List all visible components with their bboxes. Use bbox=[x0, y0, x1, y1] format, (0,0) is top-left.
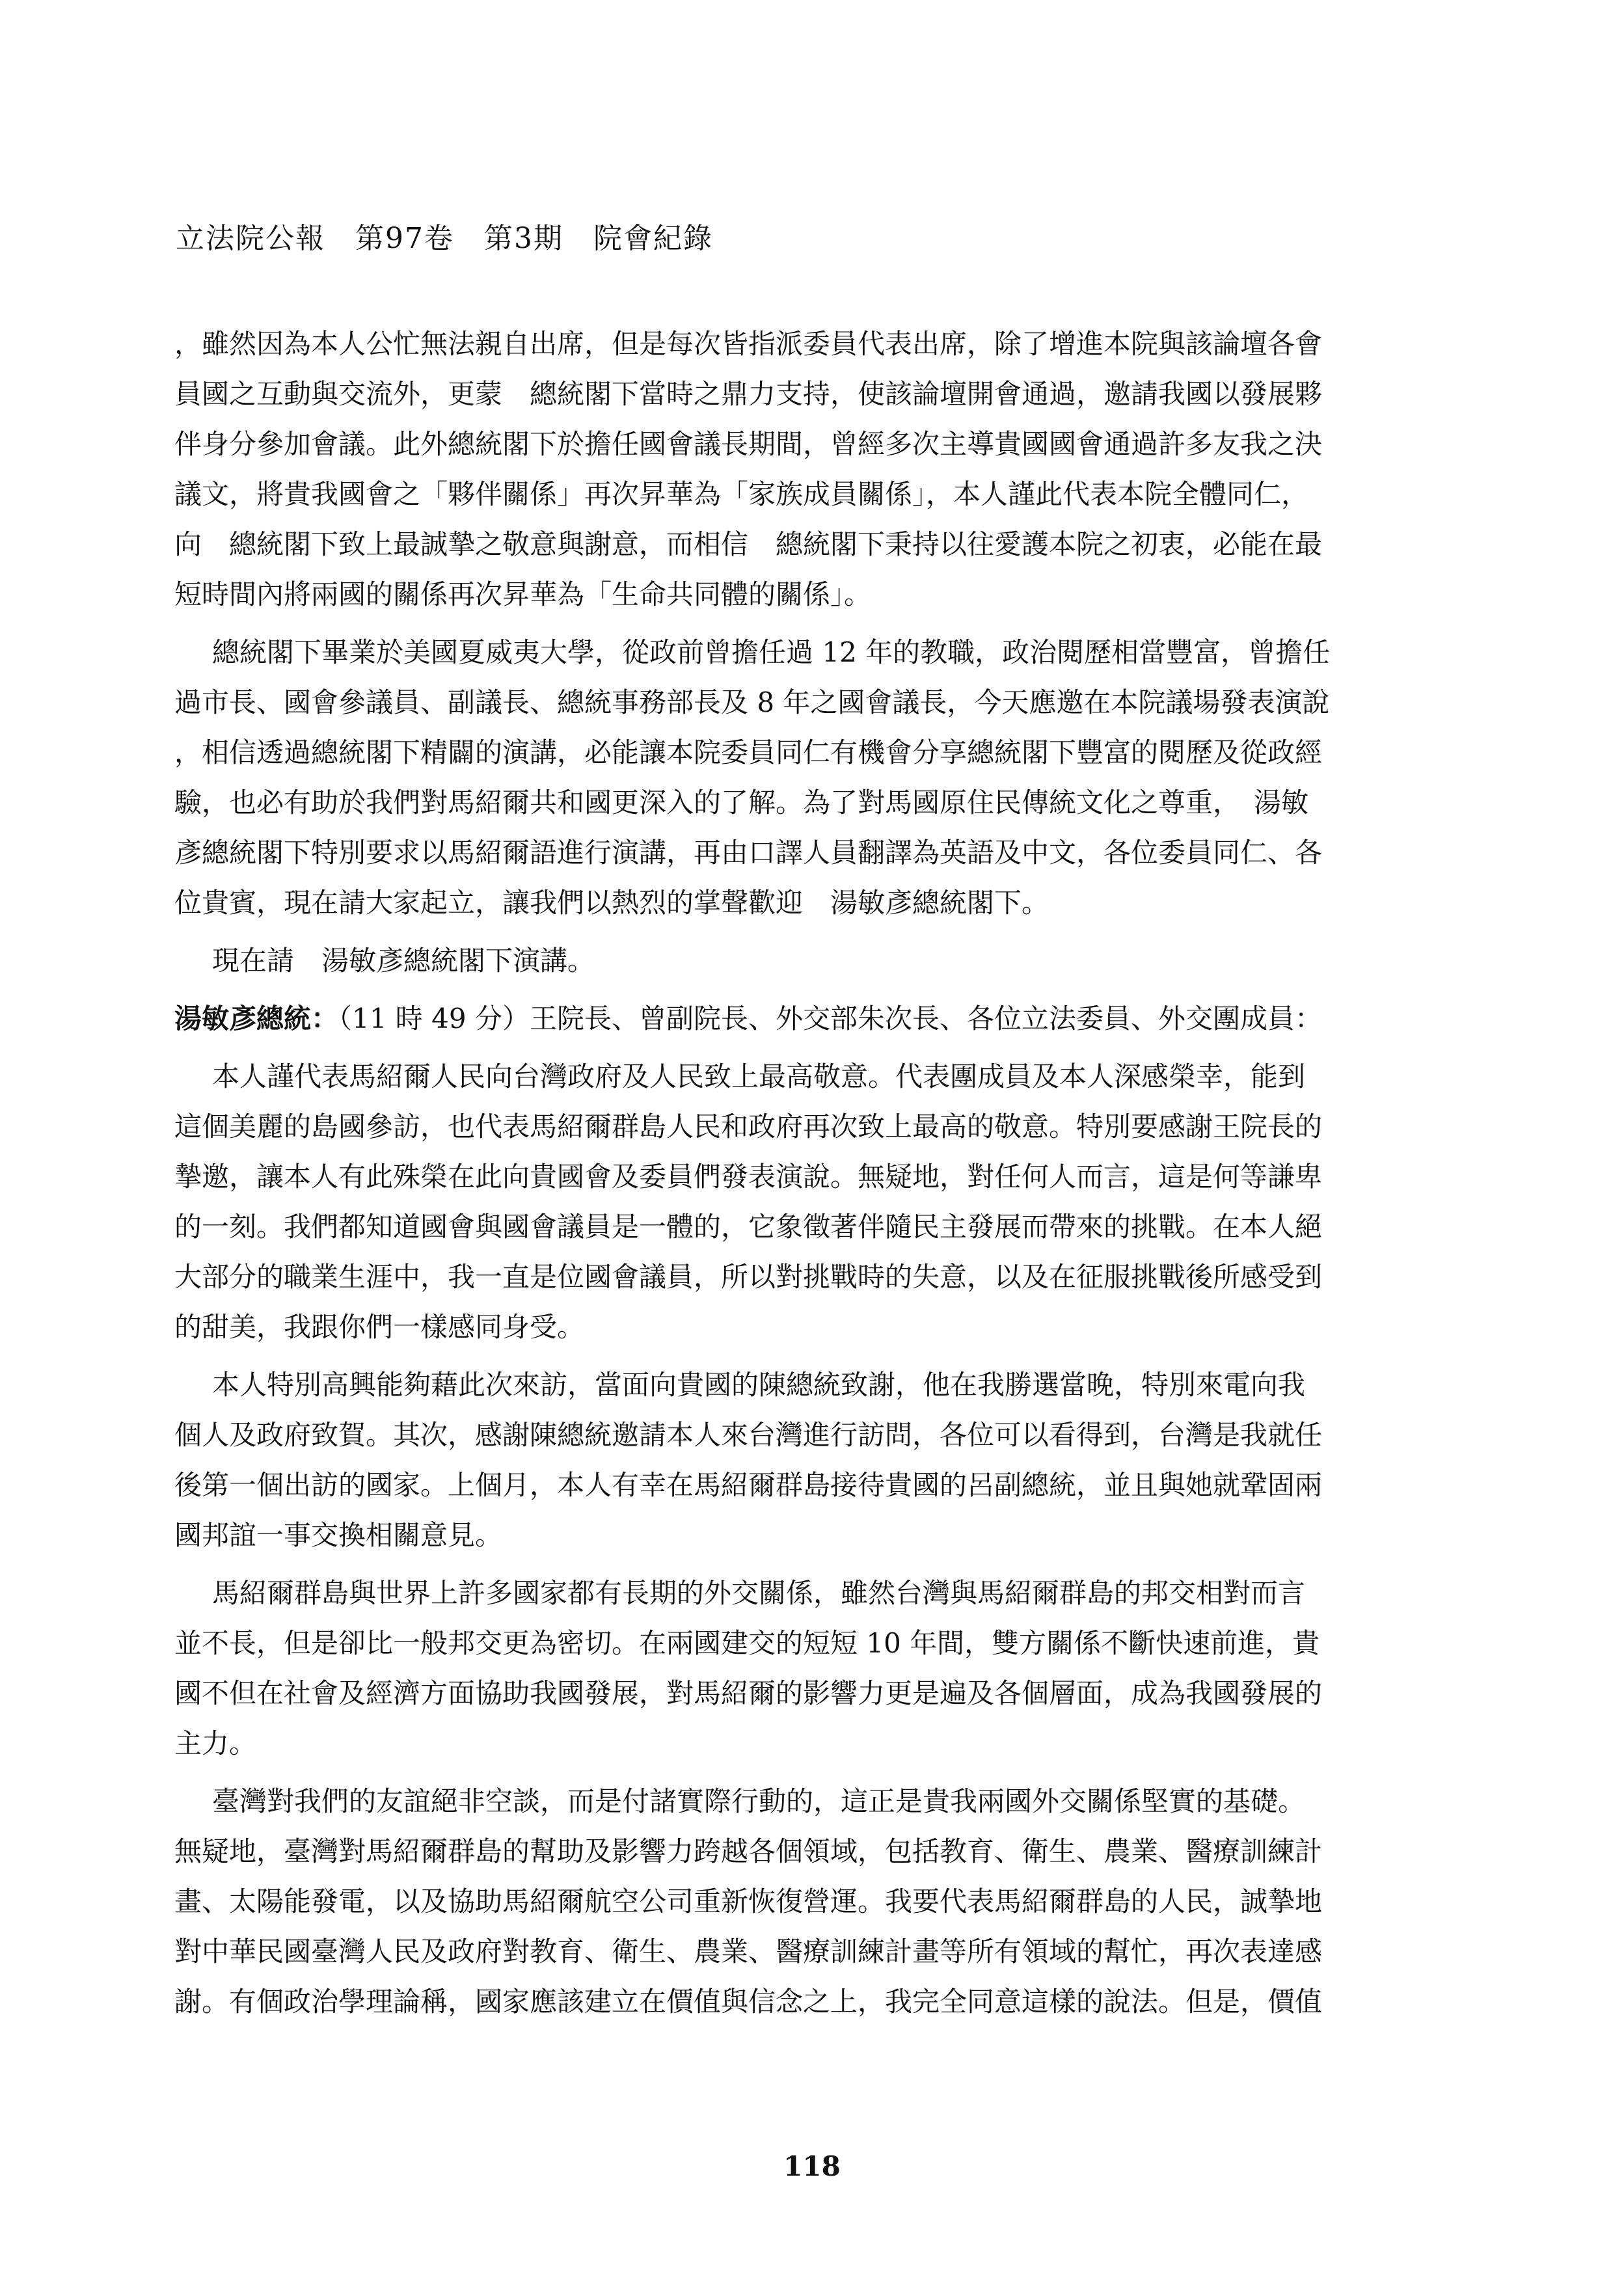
text-line: 國邦誼一事交換相關意見。 bbox=[174, 1519, 503, 1551]
paragraph-4 bbox=[174, 1051, 1398, 1352]
text-line: ，相信透過總統閣下精闢的演講，必能讓本院委員同仁有機會分享總統閣下豐富的閱歷及從政經 bbox=[174, 736, 1323, 768]
text-line: 本人謹代表馬紹爾人民向台灣政府及人民致上最高敬意。代表團成員及本人深感榮幸，能到 bbox=[212, 1060, 1306, 1092]
paragraph-7 bbox=[174, 1776, 1398, 2027]
text-line: 彥總統閣下特別要求以馬紹爾語進行演講，再由口譯人員翻譯為英語及中文，各位委員同仁、各 bbox=[174, 837, 1323, 869]
paragraph-6 bbox=[174, 1568, 1398, 1768]
paragraph-2 bbox=[174, 627, 1398, 928]
text-line: 摯邀，讓本人有此殊榮在此向貴國會及委員們發表演說。無疑地，對任何人而言，這是何等謙卑 bbox=[174, 1161, 1323, 1193]
text-line: 對中華民國臺灣人民及政府對教育、衛生、農業、醫療訓練計畫等所有領域的幫忙，再次表達感 bbox=[174, 1936, 1323, 1967]
paragraph-5 bbox=[174, 1360, 1398, 1560]
text-line: 後第一個出訪的國家。上個月，本人有幸在馬紹爾群島接待貴國的呂副總統，並且與她就鞏固兩 bbox=[174, 1469, 1323, 1501]
text-line: 無疑地，臺灣對馬紹爾群島的幫助及影響力跨越各個領域，包括教育、衛生、農業、醫療訓練計 bbox=[174, 1835, 1323, 1867]
running-head: 立法院公報 第97卷 第3期 院會紀錄 bbox=[176, 222, 713, 255]
text-line: 大部分的職業生涯中，我一直是位國會議員，所以對挑戰時的失意，以及在征服挑戰後所感受到 bbox=[174, 1261, 1323, 1293]
text-line: 議文，將貴我國會之「夥伴關係」再次昇華為「家族成員關係」，本人謹此代表本院全體同仁， bbox=[174, 478, 1309, 510]
text-line: 員國之互動與交流外，更蒙 總統閣下當時之鼎力支持，使該論壇開會通過，邀請我國以發展夥 bbox=[174, 378, 1323, 410]
text-line: 的甜美，我跟你們一樣感同身受。 bbox=[174, 1311, 585, 1343]
text-line: 驗，也必有助於我們對馬紹爾共和國更深入的了解。為了對馬國原住民傳統文化之尊重， 湯敏 bbox=[174, 787, 1309, 818]
paragraph-3 bbox=[174, 936, 1398, 986]
text-line: 本人特別高興能夠藉此次來訪，當面向貴國的陳總統致謝，他在我勝選當晚，特別來電向我 bbox=[212, 1369, 1306, 1401]
speaker-name: 湯敏彥總統： bbox=[174, 1003, 339, 1034]
text-line: 主力。 bbox=[174, 1727, 257, 1759]
text-line: 個人及政府致賀。其次，感謝陳總統邀請本人來台灣進行訪問，各位可以看得到，台灣是我就任 bbox=[174, 1419, 1323, 1451]
text-line: 馬紹爾群島與世界上許多國家都有長期的外交關係，雖然台灣與馬紹爾群島的邦交相對而言 bbox=[212, 1577, 1306, 1609]
document-body bbox=[174, 319, 1398, 2034]
speaker-paragraph bbox=[174, 993, 1398, 1044]
text-line: 位貴賓，現在請大家起立，讓我們以熱烈的掌聲歡迎 湯敏彥總統閣下。 bbox=[174, 887, 1049, 919]
text-line: 並不長，但是卻比一般邦交更為密切。在兩國建交的短短 10 年間，雙方關係不斷快速前進，貴 bbox=[174, 1627, 1320, 1659]
text-line: 謝。有個政治學理論稱，國家應該建立在價值與信念之上，我完全同意這樣的說法。但是，價值 bbox=[174, 1986, 1323, 2018]
speaker-intro: （11 時 49 分）王院長、曾副院長、外交部朱次長、各位立法委員、外交團成員： bbox=[338, 1003, 1322, 1034]
page-number: 118 bbox=[783, 2150, 841, 2182]
text-line: 短時間內將兩國的關係再次昇華為「生命共同體的關係」。 bbox=[174, 578, 872, 610]
text-line: 這個美麗的島國參訪，也代表馬紹爾群島人民和政府再次致上最高的敬意。特別要感謝王院長的 bbox=[174, 1111, 1323, 1142]
text-line: 畫、太陽能發電，以及協助馬紹爾航空公司重新恢復營運。我要代表馬紹爾群島的人民，誠摯地 bbox=[174, 1885, 1323, 1917]
text-line: 臺灣對我們的友誼絕非空談，而是付諸實際行動的，這正是貴我兩國外交關係堅實的基礎。 bbox=[212, 1785, 1306, 1817]
paragraph-1 bbox=[174, 319, 1398, 619]
text-line: 國不但在社會及經濟方面協助我國發展，對馬紹爾的影響力更是遍及各個層面，成為我國發展的 bbox=[174, 1677, 1323, 1709]
text-line: 伴身分參加會議。此外總統閣下於擔任國會議長期間，曾經多次主導貴國國會通過許多友我之決 bbox=[174, 428, 1323, 460]
text-line: 現在請 湯敏彥總統閣下演講。 bbox=[212, 945, 595, 977]
text-line: 過市長、國會參議員、副議長、總統事務部長及 8 年之國會議長，今天應邀在本院議場發表演說 bbox=[174, 686, 1330, 718]
text-line: 向 總統閣下致上最誠摯之敬意與謝意，而相信 總統閣下秉持以往愛護本院之初衷，必能在最 bbox=[174, 528, 1323, 560]
text-line: ，雖然因為本人公忙無法親自出席，但是每次皆指派委員代表出席，除了增進本院與該論壇各會 bbox=[174, 328, 1323, 360]
text-line: 的一刻。我們都知道國會與國會議員是一體的，它象徵著伴隨民主發展而帶來的挑戰。在本人絕 bbox=[174, 1211, 1323, 1243]
text-line: 總統閣下畢業於美國夏威夷大學，從政前曾擔任過 12 年的教職，政治閱歷相當豐富，曾擔任 bbox=[212, 636, 1331, 668]
page-header bbox=[176, 215, 713, 256]
